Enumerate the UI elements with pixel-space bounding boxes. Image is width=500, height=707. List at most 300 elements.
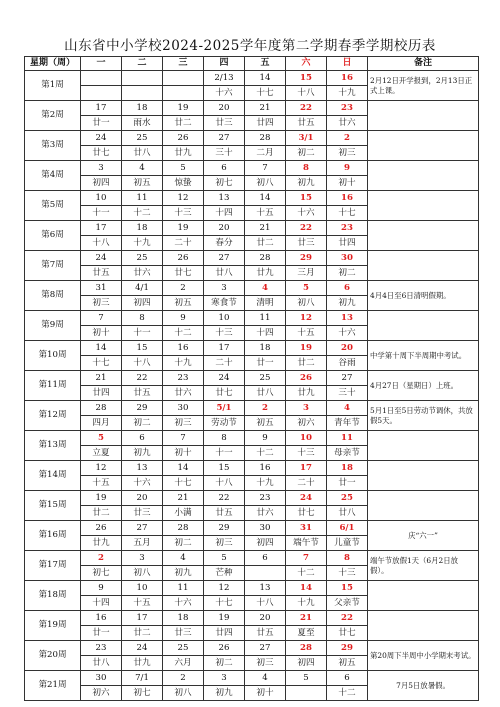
week-label: 第21周 [25, 671, 81, 701]
day-lunar: 小满 [163, 506, 204, 521]
day-date: 10 [204, 311, 245, 326]
week-note: 第20周下半周中小学期末考试。 [368, 641, 479, 671]
week-row-date [25, 641, 479, 656]
day-date: 2 [81, 551, 122, 566]
day-lunar: 十六 [122, 476, 163, 491]
day-date: 7 [286, 551, 327, 566]
day-date: 20 [204, 221, 245, 236]
day-date: 29 [286, 251, 327, 266]
week-label: 第11周 [25, 371, 81, 401]
day-date: 20 [327, 341, 368, 356]
day-lunar: 廿二 [286, 356, 327, 371]
week-label: 第13周 [25, 431, 81, 461]
day-lunar: 初八 [163, 686, 204, 701]
day-lunar: 十三 [327, 566, 368, 581]
day-date: 18 [163, 611, 204, 626]
day-lunar: 十九 [122, 236, 163, 251]
header-thu: 四 [204, 57, 245, 71]
week-row-date [25, 101, 479, 116]
day-lunar: 十三 [204, 326, 245, 341]
day-lunar: 廿五 [245, 626, 286, 641]
day-lunar: 二月 [245, 146, 286, 161]
day-date: 31 [286, 521, 327, 536]
day-date: 6 [204, 161, 245, 176]
day-date: 21 [245, 101, 286, 116]
day-date: 5 [81, 431, 122, 446]
day-date: 24 [286, 491, 327, 506]
day-lunar: 初四 [81, 176, 122, 191]
day-lunar: 廿二 [122, 626, 163, 641]
day-date: 29 [122, 401, 163, 416]
day-date: 20 [245, 611, 286, 626]
day-lunar: 十六 [327, 326, 368, 341]
day-date: 23 [81, 641, 122, 656]
day-lunar: 十四 [204, 206, 245, 221]
week-note: 4月27日（星期日）上班。 [368, 371, 479, 401]
day-lunar: 初八 [286, 296, 327, 311]
day-date: 17 [81, 101, 122, 116]
day-date: 11 [245, 311, 286, 326]
day-lunar: 青年节 [327, 416, 368, 431]
day-lunar: 十五 [81, 476, 122, 491]
day-date: 9 [81, 581, 122, 596]
week-note: 5月1日至5日劳动节调休，共放假5天。 [368, 401, 479, 431]
day-date: 16 [327, 191, 368, 206]
day-date: 4/1 [122, 281, 163, 296]
week-label: 第6周 [25, 221, 81, 251]
day-date: 8 [286, 161, 327, 176]
day-lunar: 初十 [327, 176, 368, 191]
day-lunar: 初九 [204, 686, 245, 701]
day-lunar: 廿八 [245, 386, 286, 401]
day-date: 15 [286, 71, 327, 86]
day-lunar: 立夏 [81, 446, 122, 461]
day-lunar: 廿五 [286, 116, 327, 131]
day-date: 14 [286, 581, 327, 596]
week-label: 第17周 [25, 551, 81, 581]
day-date: 27 [327, 371, 368, 386]
week-note [368, 131, 479, 161]
week-label: 第15周 [25, 491, 81, 521]
day-date: 3 [122, 551, 163, 566]
day-date: 11 [327, 431, 368, 446]
day-date: 6/1 [327, 521, 368, 536]
day-date: 22 [122, 371, 163, 386]
day-date: 30 [327, 251, 368, 266]
day-date [81, 71, 122, 86]
week-row-date [25, 521, 479, 536]
day-lunar: 廿六 [122, 266, 163, 281]
day-date: 16 [327, 71, 368, 86]
day-date: 19 [286, 341, 327, 356]
day-date: 24 [122, 641, 163, 656]
day-date: 6 [245, 551, 286, 566]
week-note: 庆“六一” [368, 521, 479, 551]
day-date: 8 [122, 311, 163, 326]
day-lunar: 初二 [122, 416, 163, 431]
day-lunar: 芒种 [204, 566, 245, 581]
day-lunar: 十九 [286, 596, 327, 611]
day-lunar: 初三 [204, 536, 245, 551]
day-date: 23 [245, 491, 286, 506]
day-date [122, 71, 163, 86]
week-note [368, 581, 479, 611]
day-lunar [245, 566, 286, 581]
day-lunar: 初五 [122, 176, 163, 191]
day-lunar: 十七 [163, 476, 204, 491]
week-label: 第4周 [25, 161, 81, 191]
day-date: 29 [204, 521, 245, 536]
day-lunar: 廿三 [204, 116, 245, 131]
header-sat: 六 [286, 57, 327, 71]
day-lunar: 廿八 [81, 656, 122, 671]
day-date: 20 [204, 101, 245, 116]
day-lunar: 十二 [163, 326, 204, 341]
day-lunar: 初十 [163, 446, 204, 461]
week-note [368, 161, 479, 191]
day-lunar: 廿二 [81, 506, 122, 521]
day-lunar: 惊蛰 [163, 176, 204, 191]
day-date: 2 [163, 281, 204, 296]
day-date: 15 [327, 581, 368, 596]
day-lunar: 六月 [163, 656, 204, 671]
day-date: 17 [204, 341, 245, 356]
week-note: 4月4日至6日清明假期。 [368, 281, 479, 311]
day-lunar: 十七 [245, 86, 286, 101]
day-lunar [81, 86, 122, 101]
week-note: 端午节放假1天（6月2日放假）。 [368, 551, 479, 581]
day-date: 19 [163, 101, 204, 116]
header-fri: 五 [245, 57, 286, 71]
header-week: 星期（周） [25, 57, 81, 71]
day-date: 26 [204, 641, 245, 656]
week-row-date [25, 371, 479, 386]
day-date: 26 [163, 131, 204, 146]
day-date: 7 [245, 161, 286, 176]
day-date: 15 [122, 341, 163, 356]
day-lunar: 十六 [286, 206, 327, 221]
day-lunar: 廿四 [204, 626, 245, 641]
week-label: 第7周 [25, 251, 81, 281]
day-date: 30 [81, 671, 122, 686]
day-date: 30 [163, 401, 204, 416]
day-lunar: 初七 [122, 686, 163, 701]
day-lunar: 初七 [81, 566, 122, 581]
day-lunar: 初七 [204, 176, 245, 191]
day-lunar: 廿六 [245, 506, 286, 521]
day-lunar: 十五 [122, 596, 163, 611]
day-date: 3 [204, 671, 245, 686]
day-lunar: 三十 [327, 386, 368, 401]
day-lunar: 初三 [245, 656, 286, 671]
day-date: 15 [204, 461, 245, 476]
week-note [368, 491, 479, 521]
day-lunar: 十九 [245, 476, 286, 491]
day-lunar: 初九 [286, 176, 327, 191]
week-label: 第5周 [25, 191, 81, 221]
day-lunar: 初四 [286, 656, 327, 671]
day-lunar: 廿七 [286, 506, 327, 521]
week-label: 第10周 [25, 341, 81, 371]
day-lunar: 劳动节 [204, 416, 245, 431]
day-date: 4 [327, 401, 368, 416]
day-date: 21 [163, 491, 204, 506]
day-date: 18 [327, 461, 368, 476]
day-lunar: 初五 [245, 416, 286, 431]
day-lunar: 初二 [327, 266, 368, 281]
day-lunar: 初六 [81, 686, 122, 701]
day-date: 27 [204, 251, 245, 266]
header-row [25, 57, 479, 71]
day-lunar: 廿五 [204, 506, 245, 521]
day-date: 22 [286, 221, 327, 236]
day-date: 8 [327, 551, 368, 566]
day-lunar: 初六 [286, 416, 327, 431]
day-date: 12 [163, 191, 204, 206]
week-row-date [25, 221, 479, 236]
day-lunar: 十七 [81, 356, 122, 371]
day-lunar: 十五 [286, 326, 327, 341]
header-sun: 日 [327, 57, 368, 71]
day-lunar: 十八 [204, 476, 245, 491]
day-lunar: 廿九 [286, 386, 327, 401]
day-date: 22 [327, 611, 368, 626]
day-date: 9 [245, 431, 286, 446]
week-note: 2月12日开学报到，2月13日正式上课。 [368, 71, 479, 101]
day-lunar: 廿七 [81, 146, 122, 161]
day-date: 14 [245, 71, 286, 86]
day-lunar: 十四 [245, 326, 286, 341]
week-label: 第9周 [25, 311, 81, 341]
day-lunar: 二十 [204, 356, 245, 371]
week-note: 7月5日放暑假。 [368, 671, 479, 701]
day-lunar: 儿童节 [327, 536, 368, 551]
day-date: 10 [81, 191, 122, 206]
day-lunar: 廿三 [122, 506, 163, 521]
day-lunar: 初三 [81, 296, 122, 311]
day-date: 29 [327, 641, 368, 656]
day-date: 12 [81, 461, 122, 476]
day-date: 19 [204, 611, 245, 626]
day-date: 24 [81, 251, 122, 266]
day-lunar: 清明 [245, 296, 286, 311]
header-note: 备注 [368, 57, 479, 71]
day-lunar: 初四 [122, 296, 163, 311]
day-date: 6 [327, 671, 368, 686]
week-row-date [25, 491, 479, 506]
day-date: 7 [81, 311, 122, 326]
day-date: 16 [163, 341, 204, 356]
day-lunar: 廿七 [204, 386, 245, 401]
day-date: 2 [327, 131, 368, 146]
day-lunar: 母亲节 [327, 446, 368, 461]
day-date: 28 [286, 641, 327, 656]
day-lunar: 廿七 [163, 266, 204, 281]
week-label: 第20周 [25, 641, 81, 671]
day-date: 25 [327, 491, 368, 506]
day-date: 11 [122, 191, 163, 206]
day-date: 10 [122, 581, 163, 596]
week-note: 中学第十周下半周期中考试。 [368, 341, 479, 371]
day-date: 2 [163, 671, 204, 686]
day-date: 10 [286, 431, 327, 446]
week-row-date [25, 461, 479, 476]
week-label: 第8周 [25, 281, 81, 311]
day-lunar: 十二 [245, 446, 286, 461]
week-row-date [25, 281, 479, 296]
day-lunar: 初二 [286, 146, 327, 161]
day-lunar: 十三 [286, 446, 327, 461]
week-label: 第16周 [25, 521, 81, 551]
day-date: 9 [327, 161, 368, 176]
day-lunar: 廿五 [81, 266, 122, 281]
day-lunar: 廿六 [163, 386, 204, 401]
day-lunar: 廿一 [81, 116, 122, 131]
day-date: 5 [286, 671, 327, 686]
week-note [368, 251, 479, 281]
day-date: 25 [163, 641, 204, 656]
day-lunar: 初三 [327, 146, 368, 161]
day-date: 18 [245, 341, 286, 356]
week-label: 第19周 [25, 611, 81, 641]
day-date: 11 [163, 581, 204, 596]
day-lunar: 谷雨 [327, 356, 368, 371]
day-date: 24 [204, 371, 245, 386]
day-date: 2/13 [204, 71, 245, 86]
header-tue: 二 [122, 57, 163, 71]
day-lunar: 端午节 [286, 536, 327, 551]
week-row-date [25, 71, 479, 86]
day-lunar: 夏至 [286, 626, 327, 641]
day-lunar: 十四 [81, 596, 122, 611]
week-label: 第18周 [25, 581, 81, 611]
week-row-date [25, 251, 479, 266]
day-lunar: 十九 [163, 356, 204, 371]
day-lunar: 初八 [122, 566, 163, 581]
day-date: 17 [122, 611, 163, 626]
week-note [368, 431, 479, 461]
week-row-date [25, 131, 479, 146]
week-row-date [25, 311, 479, 326]
day-lunar: 廿一 [245, 356, 286, 371]
day-date: 5 [286, 281, 327, 296]
day-date: 13 [327, 311, 368, 326]
day-date: 26 [163, 251, 204, 266]
week-note [368, 221, 479, 251]
day-lunar: 父亲节 [327, 596, 368, 611]
day-date: 3 [286, 401, 327, 416]
day-lunar: 廿九 [81, 536, 122, 551]
day-lunar: 廿八 [122, 146, 163, 161]
day-lunar: 初四 [245, 536, 286, 551]
day-lunar: 廿四 [327, 236, 368, 251]
day-lunar: 廿一 [327, 476, 368, 491]
week-label: 第12周 [25, 401, 81, 431]
day-date: 14 [163, 461, 204, 476]
day-lunar: 三月 [286, 266, 327, 281]
day-date: 23 [327, 101, 368, 116]
week-label: 第1周 [25, 71, 81, 101]
day-lunar: 十八 [122, 356, 163, 371]
day-lunar: 十三 [163, 206, 204, 221]
day-lunar: 春分 [204, 236, 245, 251]
day-date: 25 [122, 131, 163, 146]
calendar-body [25, 71, 479, 701]
week-label: 第2周 [25, 101, 81, 131]
day-lunar: 十二 [286, 566, 327, 581]
week-label: 第3周 [25, 131, 81, 161]
day-lunar: 初八 [245, 176, 286, 191]
week-note [368, 611, 479, 641]
week-row-date [25, 431, 479, 446]
day-lunar: 十五 [245, 206, 286, 221]
day-date: 25 [245, 371, 286, 386]
day-date: 17 [286, 461, 327, 476]
week-note [368, 191, 479, 221]
day-date: 2 [245, 401, 286, 416]
day-lunar: 廿九 [163, 146, 204, 161]
day-lunar: 二十 [286, 476, 327, 491]
week-row-date [25, 611, 479, 626]
day-lunar: 五月 [122, 536, 163, 551]
day-lunar: 十一 [122, 326, 163, 341]
day-date: 12 [286, 311, 327, 326]
day-lunar: 十二 [327, 686, 368, 701]
day-lunar: 初五 [163, 296, 204, 311]
day-date [163, 71, 204, 86]
day-lunar: 廿二 [163, 116, 204, 131]
day-lunar: 廿四 [245, 116, 286, 131]
day-date: 28 [81, 401, 122, 416]
day-lunar: 初九 [327, 296, 368, 311]
day-date: 12 [204, 581, 245, 596]
day-lunar: 廿二 [245, 236, 286, 251]
day-lunar: 廿三 [163, 626, 204, 641]
day-lunar: 十六 [204, 86, 245, 101]
day-date: 24 [81, 131, 122, 146]
day-date: 4 [245, 671, 286, 686]
day-lunar: 十一 [204, 446, 245, 461]
day-date: 16 [245, 461, 286, 476]
day-date: 27 [204, 131, 245, 146]
day-lunar: 廿四 [81, 386, 122, 401]
day-lunar: 初十 [81, 326, 122, 341]
day-lunar: 廿三 [286, 236, 327, 251]
day-lunar: 初十 [245, 686, 286, 701]
day-lunar: 寒食节 [204, 296, 245, 311]
day-lunar: 十六 [163, 596, 204, 611]
day-date: 4 [245, 281, 286, 296]
day-lunar: 廿七 [327, 626, 368, 641]
day-date: 18 [122, 101, 163, 116]
day-date: 7/1 [122, 671, 163, 686]
day-date: 7 [163, 431, 204, 446]
day-date: 19 [163, 221, 204, 236]
day-date: 13 [245, 581, 286, 596]
day-date: 28 [163, 521, 204, 536]
day-lunar [122, 86, 163, 101]
day-date: 31 [81, 281, 122, 296]
week-note [368, 461, 479, 491]
day-lunar: 初二 [204, 656, 245, 671]
day-lunar: 初五 [327, 656, 368, 671]
day-lunar: 廿一 [81, 626, 122, 641]
day-lunar: 四月 [81, 416, 122, 431]
day-lunar [163, 86, 204, 101]
week-row-date [25, 671, 479, 686]
day-date: 21 [81, 371, 122, 386]
day-lunar: 十七 [204, 596, 245, 611]
